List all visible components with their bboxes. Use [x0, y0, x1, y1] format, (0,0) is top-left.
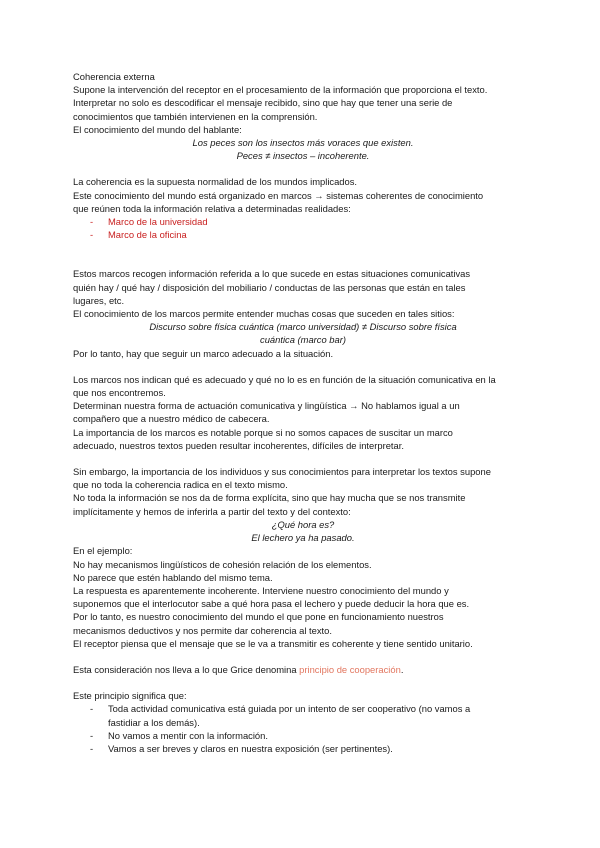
paragraph-line: Por lo tanto, hay que seguir un marco adecuado a la situación. [73, 347, 334, 359]
paragraph-line: En el ejemplo: [73, 545, 133, 557]
paragraph-line: El conocimiento del mundo del hablante: [73, 123, 242, 135]
example-line: Los peces son los insectos más voraces que existen. [192, 137, 414, 149]
paragraph-line: Interpretar no solo es descodificar el mensaje recibido, sino que hay que tener una serie de [73, 97, 453, 109]
list-item: - Marco de la oficina [90, 229, 187, 241]
example-line: Discurso sobre física cuántica (marco universidad) ≠ Discurso sobre física [149, 321, 457, 333]
principle-list [73, 702, 533, 755]
paragraph-line: compañero que a nuestro médico de cabecera. [73, 413, 270, 425]
paragraph-line: implícitamente y hemos de inferirla a partir del texto y del contexto: [73, 505, 351, 517]
example-line: ¿Qué hora es? [271, 518, 335, 530]
paragraph-line: mecanismos deductivos y nos permite dar coherencia al texto. [73, 624, 332, 636]
list-item: - Toda actividad comunicativa está guiada por un intento de ser cooperativo (no vamos a fastidiar a los demás). [90, 703, 471, 728]
paragraph-line: La respuesta es aparentemente incoherente. Interviene nuestro conocimiento del mundo y [73, 584, 449, 596]
paragraph-line: No parece que estén hablando del mismo tema. [73, 571, 273, 583]
paragraph-line: Los marcos nos indican qué es adecuado y qué no lo es en función de la situación comunicativa en la [73, 373, 496, 385]
paragraph-line: Determinan nuestra forma de actuación comunicativa y lingüística → No hablamos igual a un [73, 400, 460, 412]
paragraph-line: Este conocimiento del mundo está organizado en marcos → sistemas coherentes de conocimiento [73, 189, 484, 201]
list-item: - No vamos a mentir con la información. [90, 729, 268, 741]
paragraph-line: Estos marcos recogen información referida a lo que sucede en estas situaciones comunicativas [73, 268, 471, 280]
paragraph-line: Sin embargo, la importancia de los individuos y sus conocimientos para interpretar los textos supone [73, 466, 491, 478]
paragraph-line: La importancia de los marcos es notable porque si no somos capaces de suscitar un marco [73, 426, 453, 438]
document-page [73, 70, 533, 755]
paragraph-line: Esta consideración nos lleva a lo que Grice denomina principio de cooperación. [73, 663, 404, 675]
paragraph-line: Supone la intervención del receptor en el procesamiento de la información que proporciona el texto. [73, 84, 488, 96]
paragraph-line: lugares, etc. [73, 294, 125, 306]
example-line: cuántica (marco bar) [260, 334, 346, 346]
paragraph-line: adecuado, nuestros textos pueden resultar incoherentes, difíciles de interpretar. [73, 439, 404, 451]
paragraph-line: Este principio significa que: [73, 690, 187, 702]
paragraph-line: No toda la información se nos da de forma explícita, sino que hay mucha que se nos transmite [73, 492, 466, 504]
paragraph-line: que reúnen toda la información relativa a determinadas realidades: [73, 202, 351, 214]
paragraph-line: quién hay / qué hay / disposición del mobiliario / conductas de las personas que están en tales [73, 281, 466, 293]
paragraph-line: que no toda la coherencia radica en el texto mismo. [73, 479, 288, 491]
paragraph-line: El receptor piensa que el mensaje que se le va a transmitir es coherente y tiene sentido unitario. [73, 637, 473, 649]
frames-list [73, 215, 533, 241]
paragraph-line: No hay mecanismos lingüísticos de cohesión relación de los elementos. [73, 558, 372, 570]
list-item: - Marco de la universidad [90, 216, 208, 228]
list-item: - Vamos a ser breves y claros en nuestra exposición (ser pertinentes). [90, 742, 393, 754]
paragraph-line: La coherencia es la supuesta normalidad de los mundos implicados. [73, 176, 358, 188]
paragraph-line: conocimientos que también intervienen en la comprensión. [73, 110, 318, 122]
example-line: Peces ≠ insectos – incoherente. [236, 150, 370, 162]
paragraph-line: suponemos que el interlocutor sabe a qué hora pasa el lechero y puede deducir la hora que es. [73, 598, 470, 610]
section-title: Coherencia externa [73, 71, 155, 82]
paragraph-line: El conocimiento de los marcos permite entender muchas cosas que suceden en tales sitios: [73, 308, 455, 320]
paragraph-line: que nos encontremos. [73, 387, 166, 399]
paragraph-line: Por lo tanto, es nuestro conocimiento del mundo el que pone en funcionamiento nuestros [73, 611, 444, 623]
cooperation-principle-term: principio de cooperación [299, 663, 401, 675]
example-line: El lechero ya ha pasado. [251, 532, 355, 544]
